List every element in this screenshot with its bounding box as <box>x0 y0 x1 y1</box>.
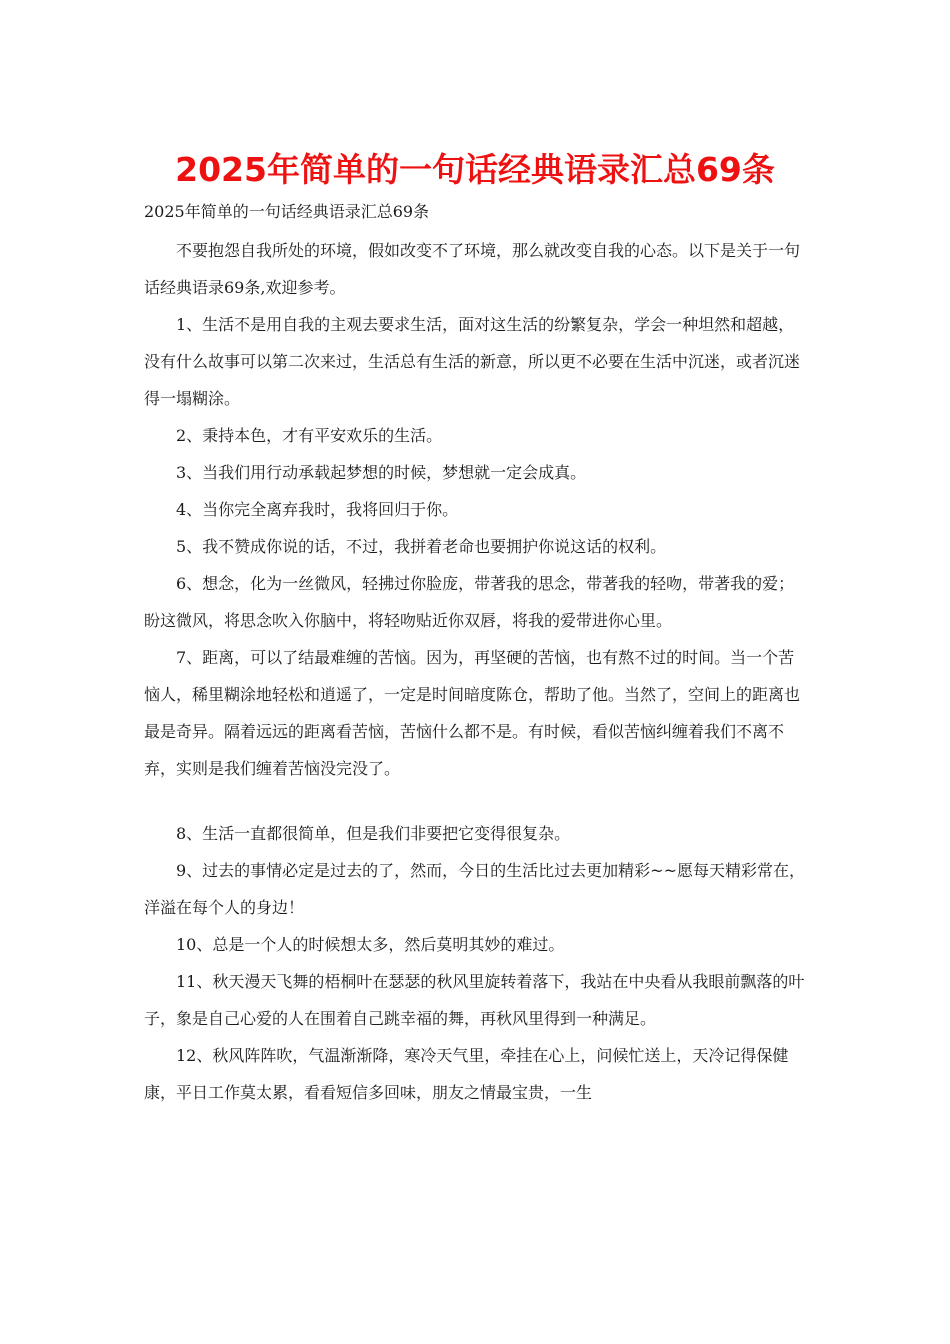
quote-paragraph: 3、当我们用行动承载起梦想的时候，梦想就一定会成真。 <box>176 463 587 482</box>
quote-paragraph: 12、秋风阵阵吹，气温渐渐降，寒冷天气里，牵挂在心上，问候忙送上，天冷记得保健康，平日工作莫太累，看看短信多回味，朋友之情最宝贵，一生 <box>144 1046 789 1102</box>
quote-paragraph: 9、过去的事情必定是过去的了，然而，今日的生活比过去更加精彩~~愿每天精彩常在，洋溢在每个人的身边！ <box>144 861 805 917</box>
document-title: 2025年简单的一句话经典语录汇总69条 <box>175 150 775 189</box>
quote-paragraph: 10、总是一个人的时候想太多，然后莫明其妙的难过。 <box>176 935 565 954</box>
quote-paragraph: 4、当你完全离弃我时，我将回归于你。 <box>176 500 459 519</box>
quote-paragraph: 1、生活不是用自我的主观去要求生活，面对这生活的纷繁复杂，学会一种坦然和超越，没有什么故事可以第二次来过，生活总有生活的新意，所以更不必要在生活中沉迷，或者沉迷得一塌糊涂。 <box>144 315 801 408</box>
quote-paragraph: 7、距离，可以了结最难缠的苦恼。因为，再坚硬的苦恼，也有熬不过的时间。当一个苦恼人，稀里糊涂地轻松和逍遥了，一定是时间暗度陈仓，帮助了他。当然了，空间上的距离也最是奇异。隔着远远的距离看苦恼，苦恼什么都不是。有时候，看似苦恼纠缠着我们不离不弃，实则是我们缠着苦恼没完没了。 <box>144 648 801 778</box>
quote-paragraph: 2、秉持本色，才有平安欢乐的生活。 <box>176 426 443 445</box>
quote-paragraph: 8、生活一直都很简单，但是我们非要把它变得很复杂。 <box>176 824 571 843</box>
document-body <box>144 198 808 1111</box>
document-subtitle: 2025年简单的一句话经典语录汇总69条 <box>144 202 430 221</box>
quote-paragraph: 5、我不赞成你说的话，不过，我拼着老命也要拥护你说这话的权利。 <box>176 537 667 556</box>
intro-paragraph: 不要抱怨自我所处的环境，假如改变不了环境，那么就改变自我的心态。以下是关于一句话经典语录69条,欢迎参考。 <box>144 241 801 297</box>
quote-paragraph: 6、想念，化为一丝微风，轻拂过你脸庞，带著我的思念，带著我的轻吻，带著我的爱；盼这微风，将思念吹入你脑中，将轻吻贴近你双唇，将我的爱带进你心里。 <box>144 574 795 630</box>
quote-paragraph: 11、秋天漫天飞舞的梧桐叶在瑟瑟的秋风里旋转着落下，我站在中央看从我眼前飘落的叶子，象是自己心爱的人在围着自己跳幸福的舞，再秋风里得到一种满足。 <box>144 972 805 1028</box>
